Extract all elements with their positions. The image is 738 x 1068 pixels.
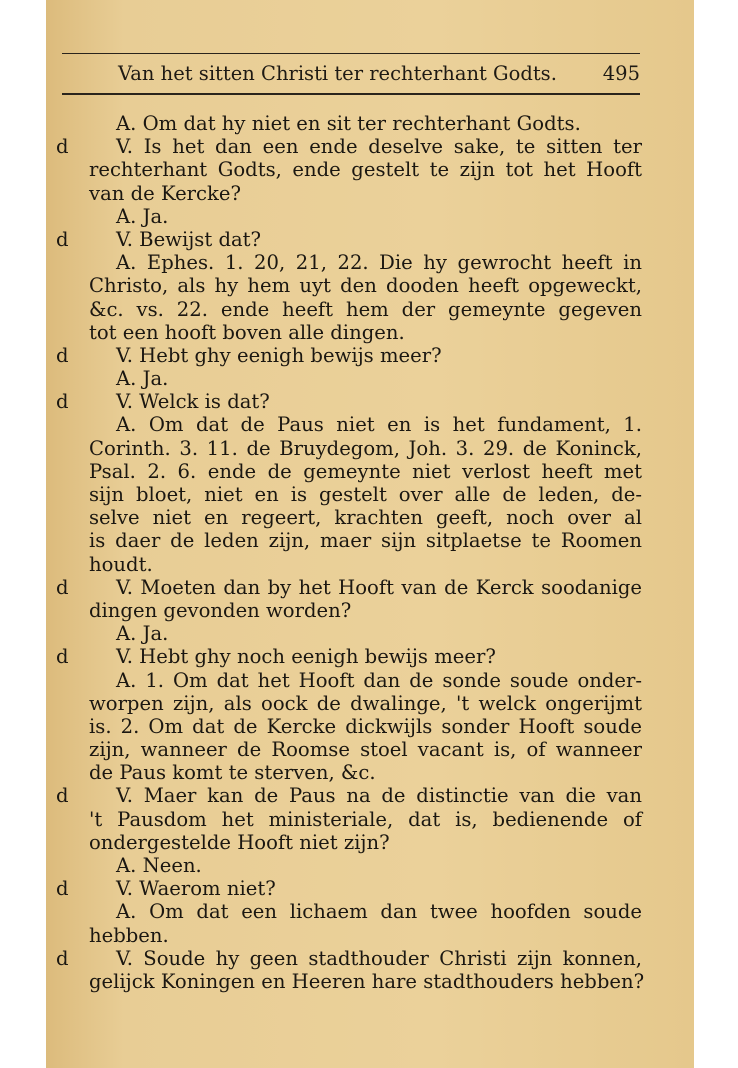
line-text: V. Welck is dat? bbox=[116, 390, 270, 414]
line-text: V. Waerom niet? bbox=[116, 877, 276, 901]
line-text: sijn bloet, niet en is gestelt over alle de leden, de- bbox=[89, 483, 642, 506]
text-line bbox=[56, 553, 642, 576]
text-line bbox=[56, 182, 642, 205]
line-text: is daer de leden zijn, maer sijn sitplaetse te Roomen bbox=[89, 529, 642, 553]
text-line bbox=[56, 645, 642, 668]
text-line bbox=[56, 529, 642, 552]
text-line bbox=[56, 924, 642, 947]
line-text: A. Neen. bbox=[116, 854, 202, 877]
line-text: gelijck Koningen en Heeren hare stadthouders hebben? bbox=[89, 969, 645, 993]
text-line bbox=[56, 622, 642, 645]
margin-marker: d bbox=[56, 645, 69, 669]
text-line bbox=[56, 738, 642, 761]
line-text: A. Ja. bbox=[116, 204, 169, 228]
line-text: ondergestelde Hooft niet zijn? bbox=[89, 830, 390, 854]
text-line bbox=[56, 344, 642, 367]
margin-marker: d bbox=[56, 135, 69, 159]
running-header bbox=[62, 60, 640, 90]
text-line bbox=[56, 761, 642, 784]
text-line bbox=[56, 877, 642, 900]
line-text: A. Om dat hy niet en sit ter rechterhant Godts. bbox=[116, 112, 581, 135]
text-line bbox=[56, 367, 642, 390]
line-text: is. 2. Om dat de Kercke dickwijls sonder Hooft soude bbox=[89, 714, 642, 738]
header-rule-top bbox=[62, 53, 640, 54]
line-text: worpen zijn, als oock de dwalinge, 't welck ongerijmt bbox=[89, 691, 642, 715]
margin-marker: d bbox=[56, 946, 69, 970]
text-line bbox=[56, 692, 642, 715]
text-line bbox=[56, 900, 642, 923]
line-text: Psal. 2. 6. ende de gemeynte niet verlost heeft met bbox=[89, 459, 642, 483]
text-line bbox=[56, 854, 642, 877]
text-line bbox=[56, 251, 642, 274]
text-line bbox=[56, 599, 642, 622]
line-text: de Paus komt te sterven, &c. bbox=[89, 761, 376, 785]
line-text: 't Pausdom het ministeriale, dat is, bedienende of bbox=[89, 807, 642, 831]
header-rule-bottom bbox=[62, 93, 640, 95]
line-text: A. 1. Om dat het Hooft dan de sonde soude onder- bbox=[116, 668, 642, 692]
text-line bbox=[56, 483, 642, 506]
text-line bbox=[56, 808, 642, 831]
text-line bbox=[56, 506, 642, 529]
margin-marker: d bbox=[56, 877, 69, 901]
text-line bbox=[56, 947, 642, 970]
line-text: zijn, wanneer de Roomse stoel vacant is, of wanneer bbox=[89, 738, 642, 762]
line-text: Christo, als hy hem uyt den dooden heeft opgeweckt, bbox=[89, 274, 642, 298]
text-line bbox=[56, 228, 642, 251]
text-line bbox=[56, 112, 642, 135]
line-text: A. Ephes. 1. 20, 21, 22. Die hy gewrocht heeft in bbox=[116, 251, 642, 275]
text-line bbox=[56, 390, 642, 413]
line-text: dingen gevonden worden? bbox=[89, 598, 352, 622]
line-text: A. Om dat een lichaem dan twee hoofden soude bbox=[116, 900, 642, 924]
line-text: Corinth. 3. 11. de Bruydegom, Joh. 3. 29. de Koninck, bbox=[89, 436, 642, 460]
line-text: houdt. bbox=[89, 552, 153, 576]
line-text: van de Kercke? bbox=[89, 181, 241, 205]
line-text: V. Maer kan de Paus na de distinctie van die van bbox=[116, 784, 642, 808]
line-text: tot een hooft boven alle dingen. bbox=[89, 320, 405, 344]
text-line bbox=[56, 460, 642, 483]
text-line bbox=[56, 715, 642, 738]
text-line bbox=[56, 135, 642, 158]
running-title: Van het sitten Christi ter rechterhant Godts. bbox=[118, 62, 557, 85]
line-text: V. Bewijst dat? bbox=[116, 227, 262, 251]
text-line bbox=[56, 576, 642, 599]
line-text: V. Soude hy geen stadthouder Christi zijn konnen, bbox=[116, 946, 642, 970]
text-line bbox=[56, 274, 642, 297]
line-text: V. Is het dan een ende deselve sake, te sitten ter bbox=[116, 135, 642, 159]
line-text: &c. vs. 22. ende heeft hem der gemeynte gegeven bbox=[89, 297, 642, 321]
text-line bbox=[56, 437, 642, 460]
text-line bbox=[56, 969, 645, 993]
text-line bbox=[56, 158, 642, 181]
line-text: hebben. bbox=[89, 923, 169, 947]
text-line bbox=[56, 413, 642, 436]
line-text: V. Hebt ghy eenigh bewijs meer? bbox=[116, 343, 442, 367]
margin-marker: d bbox=[56, 575, 69, 599]
margin-marker: d bbox=[56, 784, 69, 808]
text-line bbox=[56, 205, 642, 228]
line-text: selve niet en regeert, krachten geeft, noch over al bbox=[89, 506, 642, 530]
text-line bbox=[56, 784, 642, 807]
line-text: A. Ja. bbox=[116, 367, 169, 391]
margin-marker: d bbox=[56, 227, 69, 251]
line-text: rechterhant Godts, ende gestelt te zijn tot het Hooft bbox=[89, 158, 642, 182]
margin-marker: d bbox=[56, 343, 69, 367]
page-number: 495 bbox=[602, 62, 640, 85]
line-text: A. Ja. bbox=[116, 622, 169, 646]
text-line bbox=[56, 298, 642, 321]
line-text: V. Hebt ghy noch eenigh bewijs meer? bbox=[116, 645, 496, 669]
text-line bbox=[56, 831, 642, 854]
margin-marker: d bbox=[56, 390, 69, 414]
page-body bbox=[56, 112, 645, 993]
text-line bbox=[56, 321, 642, 344]
line-text: A. Om dat de Paus niet en is het fundament, 1. bbox=[116, 413, 642, 437]
line-text: V. Moeten dan by het Hooft van de Kerck soodanige bbox=[116, 575, 642, 599]
text-line bbox=[56, 669, 642, 692]
